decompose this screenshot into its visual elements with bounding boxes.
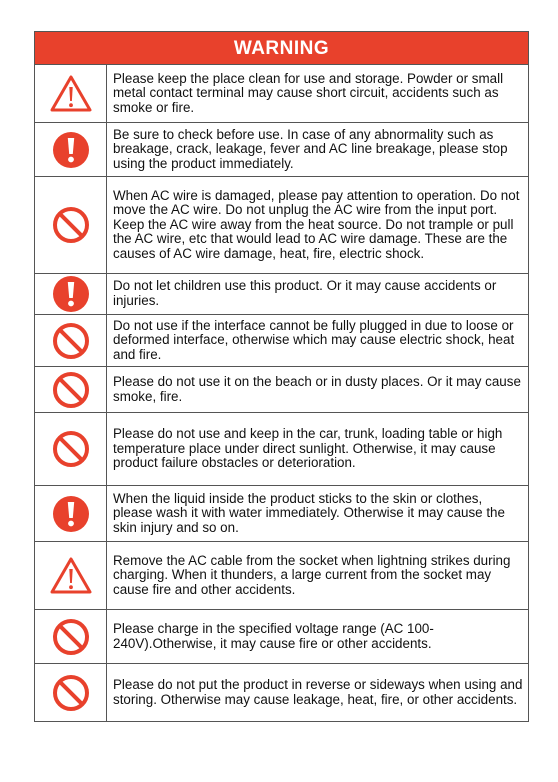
warning-icon-cell [35,610,107,664]
warning-icon-cell [35,664,107,722]
warning-table [34,64,529,722]
warning-icon-cell [35,123,107,177]
warning-icon-cell [35,315,107,367]
exclamation-circle-icon [35,494,106,534]
warning-rows [35,65,529,722]
prohibited-icon [35,205,106,245]
prohibited-icon [35,617,106,657]
warning-text: Please keep the place clean for use and storage. Powder or small metal contact terminal may cause short circuit, accidents such as smoke or fire. [107,65,529,123]
caution-triangle-icon [35,74,106,114]
warning-row [35,65,529,123]
prohibited-icon [35,370,106,410]
prohibited-icon [35,429,106,469]
warning-text: Please charge in the specified voltage range (AC 100-240V).Otherwise, it may cause fire or other accidents. [107,610,529,664]
warning-text: Do not use if the interface cannot be fully plugged in due to loose or deformed interface, otherwise which may cause electric shock, heat and fire. [107,315,529,367]
warning-row [35,413,529,486]
warning-row [35,367,529,413]
warning-text: Please do not use it on the beach or in dusty places. Or it may cause smoke, fire. [107,367,529,413]
exclamation-circle-icon [35,274,106,314]
warning-icon-cell [35,486,107,542]
warning-row [35,177,529,274]
warning-row [35,664,529,722]
warning-row [35,123,529,177]
warning-text: Be sure to check before use. In case of any abnormality such as breakage, crack, leakage, fever and AC line breakage, please stop using the product immediately. [107,123,529,177]
warning-text: Do not let children use this product. Or it may cause accidents or injuries. [107,274,529,315]
warning-text: Remove the AC cable from the socket when lightning strikes during charging. When it thunders, a large current from the socket may cause fire and other accidents. [107,542,529,610]
warning-text: Please do not use and keep in the car, trunk, loading table or high temperature place under direct sunlight. Otherwise, it may cause product failure obstacles or deterioration. [107,413,529,486]
warning-text: Please do not put the product in reverse or sideways when using and storing. Otherwise may cause leakage, heat, fire, or other accidents. [107,664,529,722]
warning-icon-cell [35,274,107,315]
warning-text: When AC wire is damaged, please pay attention to operation. Do not move the AC wire. Do not unplug the AC wire from the input port. Keep the AC wire away from the heat source. Do not trample or pull the AC wire, etc that would lead to AC wire damage. These are the causes of AC wire damage, heat, fire, electric shock. [107,177,529,274]
exclamation-circle-icon [35,130,106,170]
warning-icon-cell [35,177,107,274]
warning-header: WARNING [34,31,529,64]
warning-row [35,542,529,610]
warning-icon-cell [35,65,107,123]
prohibited-icon [35,673,106,713]
warning-icon-cell [35,367,107,413]
warning-text: When the liquid inside the product sticks to the skin or clothes, please wash it with water immediately. Otherwise it may cause the skin injury and so on. [107,486,529,542]
warning-row [35,610,529,664]
warning-icon-cell [35,413,107,486]
warning-row [35,486,529,542]
warning-icon-cell [35,542,107,610]
warning-sheet [34,31,529,722]
prohibited-icon [35,321,106,361]
warning-row [35,274,529,315]
caution-triangle-icon [35,556,106,596]
warning-row [35,315,529,367]
